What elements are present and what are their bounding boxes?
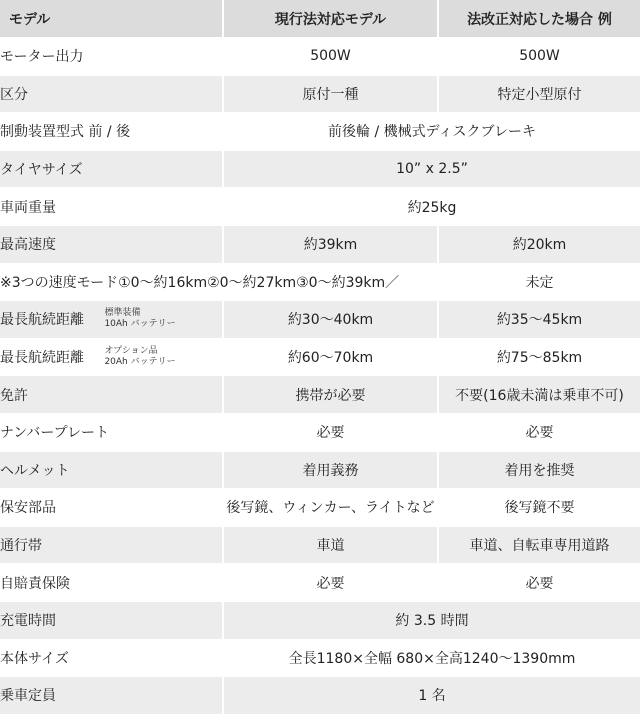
- table-row: [0, 639, 640, 677]
- revised-value: 約20km: [438, 225, 640, 263]
- revised-value: 必要: [438, 413, 640, 451]
- battery-note-line2: 20Ah バッテリー: [104, 357, 176, 368]
- row-label: 本体サイズ: [0, 639, 223, 677]
- row-label: 保安部品: [0, 489, 223, 527]
- table-row: [0, 225, 640, 263]
- table-row: [0, 489, 640, 527]
- revised-value: 着用を推奨: [438, 451, 640, 489]
- current-value: 車道: [223, 526, 438, 564]
- revised-value: 車道、自転車専用道路: [438, 526, 640, 564]
- row-label: 区分: [0, 75, 223, 113]
- table-row: [0, 150, 640, 188]
- table-row: [0, 376, 640, 414]
- table-row: [0, 413, 640, 451]
- table-row: [0, 564, 640, 602]
- revised-value: 500W: [438, 38, 640, 76]
- battery-note-line2: 10Ah バッテリー: [104, 319, 176, 330]
- battery-note-line1: 標準装備: [104, 308, 141, 319]
- revised-value: 約35～45km: [438, 301, 640, 339]
- battery-note-line1: オプション品: [104, 346, 158, 357]
- row-label-main: 最長航続距離: [0, 350, 84, 367]
- table-row: [0, 188, 640, 226]
- table-row: [0, 451, 640, 489]
- row-label: タイヤサイズ: [0, 150, 223, 188]
- row-label: ヘルメット: [0, 451, 223, 489]
- row-label: モーター出力: [0, 38, 223, 76]
- table-row: [0, 677, 640, 715]
- shared-value: 10” x 2.5”: [223, 150, 640, 188]
- table-row: [0, 113, 640, 151]
- battery-note: [104, 308, 175, 330]
- table-row: [0, 263, 640, 301]
- revised-value: 約75～85km: [438, 338, 640, 376]
- current-value: 着用義務: [223, 451, 438, 489]
- table-row: [0, 601, 640, 639]
- header-row: [0, 0, 640, 38]
- current-value: 500W: [223, 38, 438, 76]
- speed-mode-note: ※3つの速度モード①0～約16km②0～約27km③0～約39km／: [0, 263, 438, 301]
- header-current-model: 現行法対応モデル: [223, 0, 438, 38]
- current-value: 約60～70km: [223, 338, 438, 376]
- shared-value: 全長1180×全幅 680×全高1240～1390mm: [223, 639, 640, 677]
- row-label: 免許: [0, 376, 223, 414]
- row-label: 充電時間: [0, 601, 223, 639]
- header-revised-model: 法改正対応した場合 例: [438, 0, 640, 38]
- table-row: [0, 526, 640, 564]
- header-model: モデル: [0, 0, 223, 38]
- current-value: 必要: [223, 564, 438, 602]
- current-value: 原付一種: [223, 75, 438, 113]
- table-row: [0, 338, 640, 376]
- shared-value: 前後輪 / 機械式ディスクブレーキ: [223, 113, 640, 151]
- row-label: 通行帯: [0, 526, 223, 564]
- row-label: 自賠責保険: [0, 564, 223, 602]
- row-label: 乗車定員: [0, 677, 223, 715]
- table-row: [0, 38, 640, 76]
- revised-value: 後写鏡不要: [438, 489, 640, 527]
- current-value: 約39km: [223, 225, 438, 263]
- revised-value: 不要(16歳未満は乗車不可): [438, 376, 640, 414]
- table-row: [0, 301, 640, 339]
- row-label: [0, 338, 223, 376]
- row-label: 車両重量: [0, 188, 223, 226]
- row-label: ナンバープレート: [0, 413, 223, 451]
- row-label: 最高速度: [0, 225, 223, 263]
- row-label: 制動装置型式 前 / 後: [0, 113, 223, 151]
- current-value: 後写鏡、ウィンカー、ライトなど: [223, 489, 438, 527]
- current-value: 約30～40km: [223, 301, 438, 339]
- revised-value: 未定: [438, 263, 640, 301]
- revised-value: 特定小型原付: [438, 75, 640, 113]
- current-value: 必要: [223, 413, 438, 451]
- table-row: [0, 75, 640, 113]
- row-label-main: 最長航続距離: [0, 312, 84, 329]
- current-value: 携帯が必要: [223, 376, 438, 414]
- shared-value: 約 3.5 時間: [223, 601, 640, 639]
- revised-value: 必要: [438, 564, 640, 602]
- battery-note: [104, 346, 175, 368]
- shared-value: 約25kg: [223, 188, 640, 226]
- row-label: [0, 301, 223, 339]
- shared-value: 1 名: [223, 677, 640, 715]
